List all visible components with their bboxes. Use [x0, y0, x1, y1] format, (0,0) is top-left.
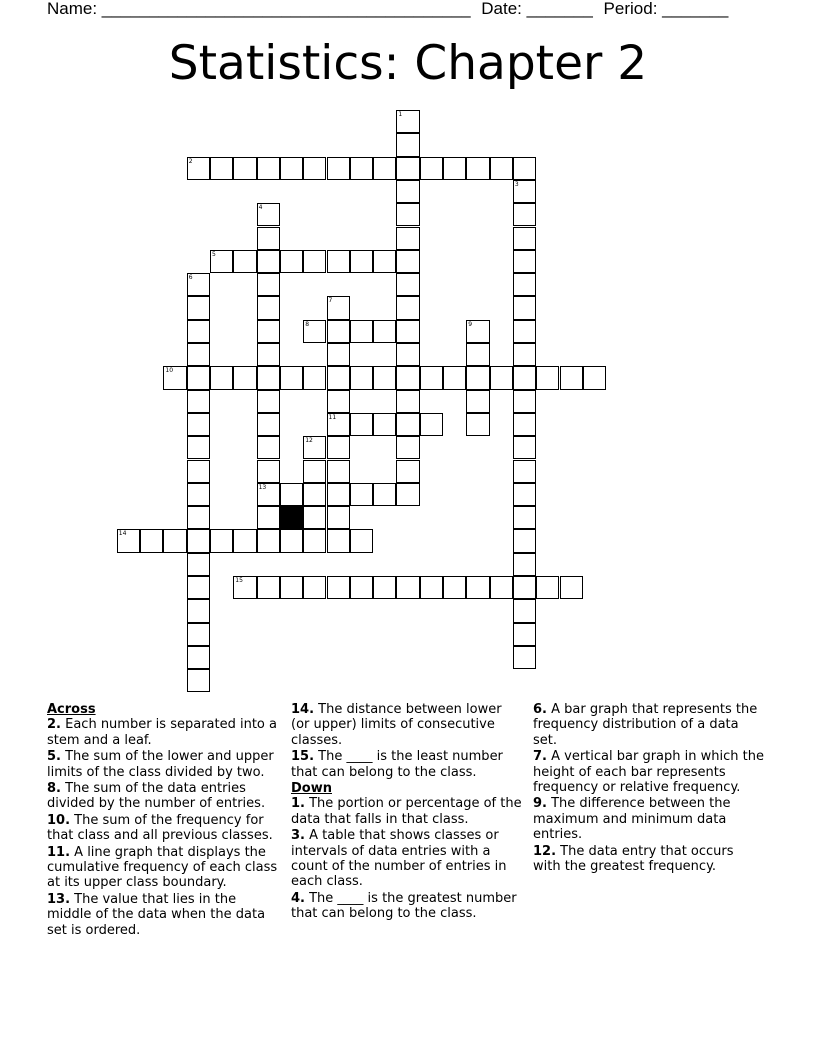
- crossword-cell[interactable]: [490, 366, 513, 389]
- crossword-cell[interactable]: [513, 646, 536, 669]
- crossword-cell[interactable]: [373, 157, 396, 180]
- clue-down-6: 6. A bar graph that represents the frequency distribution of a data set.: [533, 702, 758, 748]
- crossword-cell[interactable]: [350, 366, 373, 389]
- clue-number: 2: [188, 157, 193, 165]
- crossword-cell[interactable]: [513, 529, 536, 552]
- crossword-cell[interactable]: [233, 157, 256, 180]
- crossword-cell[interactable]: [396, 366, 419, 389]
- clue-number: 3: [514, 180, 519, 188]
- crossword-cell[interactable]: [373, 250, 396, 273]
- crossword-cell[interactable]: [303, 436, 326, 459]
- crossword-cell[interactable]: [187, 390, 210, 413]
- crossword-cell[interactable]: [513, 366, 536, 389]
- crossword-cell[interactable]: [396, 413, 419, 436]
- crossword-cell[interactable]: [373, 366, 396, 389]
- crossword-cell[interactable]: [583, 366, 606, 389]
- crossword-cell[interactable]: [513, 436, 536, 459]
- crossword-cell[interactable]: [350, 250, 373, 273]
- crossword-cell[interactable]: [303, 157, 326, 180]
- crossword-cell[interactable]: [513, 296, 536, 319]
- clue-across-14: 14. The distance between lower (or upper) limits of consecutive classes.: [291, 702, 502, 748]
- crossword-cell[interactable]: [396, 483, 419, 506]
- crossword-cell[interactable]: [373, 320, 396, 343]
- crossword-cell[interactable]: [187, 529, 210, 552]
- crossword-cell[interactable]: [327, 576, 350, 599]
- crossword-cell[interactable]: [513, 157, 536, 180]
- crossword-cell[interactable]: [187, 460, 210, 483]
- crossword-cell[interactable]: [327, 436, 350, 459]
- crossword-cell[interactable]: [327, 506, 350, 529]
- clue-down-1: 1. The portion or percentage of the data that falls in that class.: [291, 796, 522, 827]
- clue-number: 10: [165, 367, 174, 375]
- crossword-cell[interactable]: [396, 273, 419, 296]
- crossword-cell[interactable]: [420, 157, 443, 180]
- date-field[interactable]: Date: _______: [481, 0, 593, 18]
- crossword-cell[interactable]: [466, 390, 489, 413]
- crossword-cell[interactable]: [513, 320, 536, 343]
- clue-number: 7: [328, 297, 333, 305]
- crossword-cell[interactable]: [257, 366, 280, 389]
- crossword-cell[interactable]: [350, 157, 373, 180]
- crossword-cell[interactable]: [327, 366, 350, 389]
- crossword-cell[interactable]: [396, 110, 419, 133]
- page-title: Statistics: Chapter 2: [168, 36, 648, 91]
- crossword-cell[interactable]: [466, 343, 489, 366]
- crossword-cell[interactable]: [513, 460, 536, 483]
- crossword-cell[interactable]: [396, 576, 419, 599]
- crossword-cell[interactable]: [327, 250, 350, 273]
- clues-column-3: [533, 702, 765, 875]
- crossword-cell[interactable]: [257, 436, 280, 459]
- crossword-cell[interactable]: [513, 413, 536, 436]
- clue-across-13: 13. The value that lies in the middle of the data when the data set is ordered.: [47, 891, 266, 938]
- crossword-cell[interactable]: [163, 366, 186, 389]
- crossword-cell[interactable]: [443, 366, 466, 389]
- crossword-cell[interactable]: [396, 180, 419, 203]
- clue-number: 9: [468, 320, 473, 328]
- crossword-cell[interactable]: [327, 390, 350, 413]
- crossword-cell[interactable]: [327, 157, 350, 180]
- crossword-cell[interactable]: [187, 157, 210, 180]
- crossword-cell[interactable]: [187, 413, 210, 436]
- crossword-cell[interactable]: [396, 296, 419, 319]
- crossword-cell[interactable]: [513, 599, 536, 622]
- down-heading: Down: [291, 781, 332, 797]
- black-cell: [280, 506, 303, 529]
- crossword-cell[interactable]: [513, 227, 536, 250]
- crossword-cell[interactable]: [280, 366, 303, 389]
- crossword-cell[interactable]: [303, 366, 326, 389]
- crossword-cell[interactable]: [420, 576, 443, 599]
- crossword-cell[interactable]: [373, 483, 396, 506]
- crossword-cell[interactable]: [350, 576, 373, 599]
- clue-down-7: 7. A vertical bar graph in which the height of each bar represents frequency or relative frequency.: [533, 749, 764, 796]
- crossword-cell[interactable]: [396, 133, 419, 156]
- crossword-cell[interactable]: [513, 483, 536, 506]
- crossword-cell[interactable]: [466, 366, 489, 389]
- crossword-cell[interactable]: [396, 390, 419, 413]
- crossword-cell[interactable]: [187, 646, 210, 669]
- clue-across-5: 5. The sum of the lower and upper limits of the class divided by two.: [47, 749, 274, 780]
- clue-number: 1: [398, 111, 403, 118]
- crossword-cell[interactable]: [396, 343, 419, 366]
- clue-number: 14: [118, 530, 127, 538]
- crossword-cell[interactable]: [280, 576, 303, 599]
- crossword-cell[interactable]: [187, 296, 210, 319]
- crossword-cell[interactable]: [396, 157, 419, 180]
- crossword-cell[interactable]: [466, 413, 489, 436]
- clue-number: 11: [328, 413, 337, 421]
- crossword-cell[interactable]: [490, 157, 513, 180]
- crossword-cell[interactable]: [536, 576, 559, 599]
- crossword-cell[interactable]: [327, 529, 350, 552]
- clue-number: 8: [305, 320, 310, 328]
- crossword-cell[interactable]: [187, 366, 210, 389]
- crossword-cell[interactable]: [513, 250, 536, 273]
- crossword-cell[interactable]: [257, 390, 280, 413]
- crossword-cell[interactable]: [257, 296, 280, 319]
- crossword-cell[interactable]: [327, 460, 350, 483]
- crossword-cell[interactable]: [210, 529, 233, 552]
- clue-across-2: 2. Each number is separated into a stem and a leaf.: [47, 717, 277, 748]
- crossword-cell[interactable]: [303, 506, 326, 529]
- crossword-cell[interactable]: [280, 483, 303, 506]
- crossword-cell[interactable]: [257, 250, 280, 273]
- crossword-cell[interactable]: [303, 320, 326, 343]
- clue-number: 13: [258, 483, 267, 491]
- crossword-cell[interactable]: [187, 623, 210, 646]
- crossword-cell[interactable]: [466, 157, 489, 180]
- crossword-cell[interactable]: [257, 273, 280, 296]
- crossword-cell[interactable]: [443, 576, 466, 599]
- crossword-cell[interactable]: [187, 576, 210, 599]
- crossword-cell[interactable]: [536, 366, 559, 389]
- clue-down-12: 12. The data entry that occurs with the greatest frequency.: [533, 843, 734, 875]
- crossword-cell[interactable]: [327, 343, 350, 366]
- name-field[interactable]: Name: _______________________________________: [47, 0, 471, 18]
- crossword-cell[interactable]: [466, 576, 489, 599]
- clues-column-2: [291, 702, 523, 923]
- crossword-cell[interactable]: [303, 460, 326, 483]
- crossword-cell[interactable]: [257, 576, 280, 599]
- crossword-cell[interactable]: [233, 529, 256, 552]
- crossword-cell[interactable]: [396, 250, 419, 273]
- crossword-cell[interactable]: [187, 320, 210, 343]
- crossword-cell[interactable]: [327, 320, 350, 343]
- across-heading: Across: [47, 702, 96, 717]
- crossword-cell[interactable]: [257, 529, 280, 552]
- clue-down-3: 3. A table that shows classes or intervals of data entries with a count of the number of entries in each class.: [291, 828, 507, 890]
- crossword-cell[interactable]: [187, 343, 210, 366]
- crossword-cell[interactable]: [513, 343, 536, 366]
- crossword-cell[interactable]: [303, 483, 326, 506]
- crossword-cell[interactable]: [513, 273, 536, 296]
- period-field[interactable]: Period: _______: [603, 0, 729, 18]
- crossword-cell[interactable]: [233, 250, 256, 273]
- crossword-cell[interactable]: [257, 343, 280, 366]
- crossword-cell[interactable]: [257, 157, 280, 180]
- crossword-cell[interactable]: [350, 529, 373, 552]
- crossword-cell[interactable]: [513, 203, 536, 226]
- crossword-cell[interactable]: [163, 529, 186, 552]
- crossword-cell[interactable]: [280, 529, 303, 552]
- crossword-cell[interactable]: [233, 366, 256, 389]
- crossword-cell[interactable]: [187, 506, 210, 529]
- crossword-cell[interactable]: [257, 413, 280, 436]
- crossword-cell[interactable]: [350, 320, 373, 343]
- clue-down-4: 4. The ____ is the greatest number that can belong to the class.: [291, 890, 517, 922]
- crossword-cell[interactable]: [257, 203, 280, 226]
- crossword-cell[interactable]: [396, 227, 419, 250]
- clue-number: 6: [188, 274, 193, 282]
- clue-across-10: 10. The sum of the frequency for that class and all previous classes.: [47, 812, 273, 844]
- clue-number: 4: [258, 204, 263, 212]
- crossword-cell[interactable]: [187, 436, 210, 459]
- crossword-cell[interactable]: [187, 599, 210, 622]
- crossword-cell[interactable]: [466, 320, 489, 343]
- crossword-cell[interactable]: [140, 529, 163, 552]
- crossword-cell[interactable]: [210, 157, 233, 180]
- crossword-cell[interactable]: [257, 483, 280, 506]
- crossword-cell[interactable]: [280, 250, 303, 273]
- crossword-cell[interactable]: [513, 576, 536, 599]
- crossword-cell[interactable]: [327, 296, 350, 319]
- crossword-cell[interactable]: [257, 460, 280, 483]
- clue-number: 15: [235, 577, 243, 584]
- crossword-cell[interactable]: [187, 273, 210, 296]
- crossword-cell[interactable]: [396, 460, 419, 483]
- crossword-cell[interactable]: [210, 366, 233, 389]
- crossword-cell[interactable]: [187, 483, 210, 506]
- crossword-cell[interactable]: [350, 483, 373, 506]
- crossword-cell[interactable]: [420, 366, 443, 389]
- crossword-cell[interactable]: [233, 576, 256, 599]
- clue-across-11: 11. A line graph that displays the cumulative frequency of each class at its upper class boundary.: [47, 844, 278, 891]
- crossword-cell[interactable]: [373, 576, 396, 599]
- crossword-cell[interactable]: [490, 576, 513, 599]
- crossword-cell[interactable]: [373, 413, 396, 436]
- crossword-cell[interactable]: [560, 576, 583, 599]
- crossword-cell[interactable]: [513, 553, 536, 576]
- crossword-cell[interactable]: [396, 320, 419, 343]
- crossword-cell[interactable]: [396, 203, 419, 226]
- crossword-cell[interactable]: [117, 529, 140, 552]
- crossword-cell[interactable]: [210, 250, 233, 273]
- crossword-cell[interactable]: [396, 436, 419, 459]
- crossword-cell[interactable]: [327, 413, 350, 436]
- crossword-cell[interactable]: [560, 366, 583, 389]
- crossword-cell[interactable]: [303, 250, 326, 273]
- crossword-cell[interactable]: [257, 227, 280, 250]
- crossword-cell[interactable]: [350, 413, 373, 436]
- clue-across-8: 8. The sum of the data entries divided by the number of entries.: [47, 781, 266, 812]
- crossword-cell[interactable]: [513, 623, 536, 646]
- clue-number: 12: [305, 437, 313, 445]
- crossword-cell[interactable]: [420, 413, 443, 436]
- clue-across-15: 15. The ____ is the least number that can belong to the class.: [291, 749, 503, 780]
- crossword-cell[interactable]: [513, 506, 536, 529]
- crossword-cell[interactable]: [257, 506, 280, 529]
- crossword-cell[interactable]: [443, 157, 466, 180]
- crossword-cell[interactable]: [187, 553, 210, 576]
- crossword-cell[interactable]: [303, 576, 326, 599]
- crossword-cell[interactable]: [327, 483, 350, 506]
- crossword-cell[interactable]: [187, 669, 210, 692]
- crossword-cell[interactable]: [513, 390, 536, 413]
- crossword-cell[interactable]: [513, 180, 536, 203]
- clues-column-1: [47, 702, 279, 939]
- crossword-cell[interactable]: [303, 529, 326, 552]
- clue-number: 5: [212, 250, 216, 258]
- clue-down-9: 9. The difference between the maximum and minimum data entries.: [533, 796, 731, 843]
- crossword-cell[interactable]: [257, 320, 280, 343]
- crossword-cell[interactable]: [280, 157, 303, 180]
